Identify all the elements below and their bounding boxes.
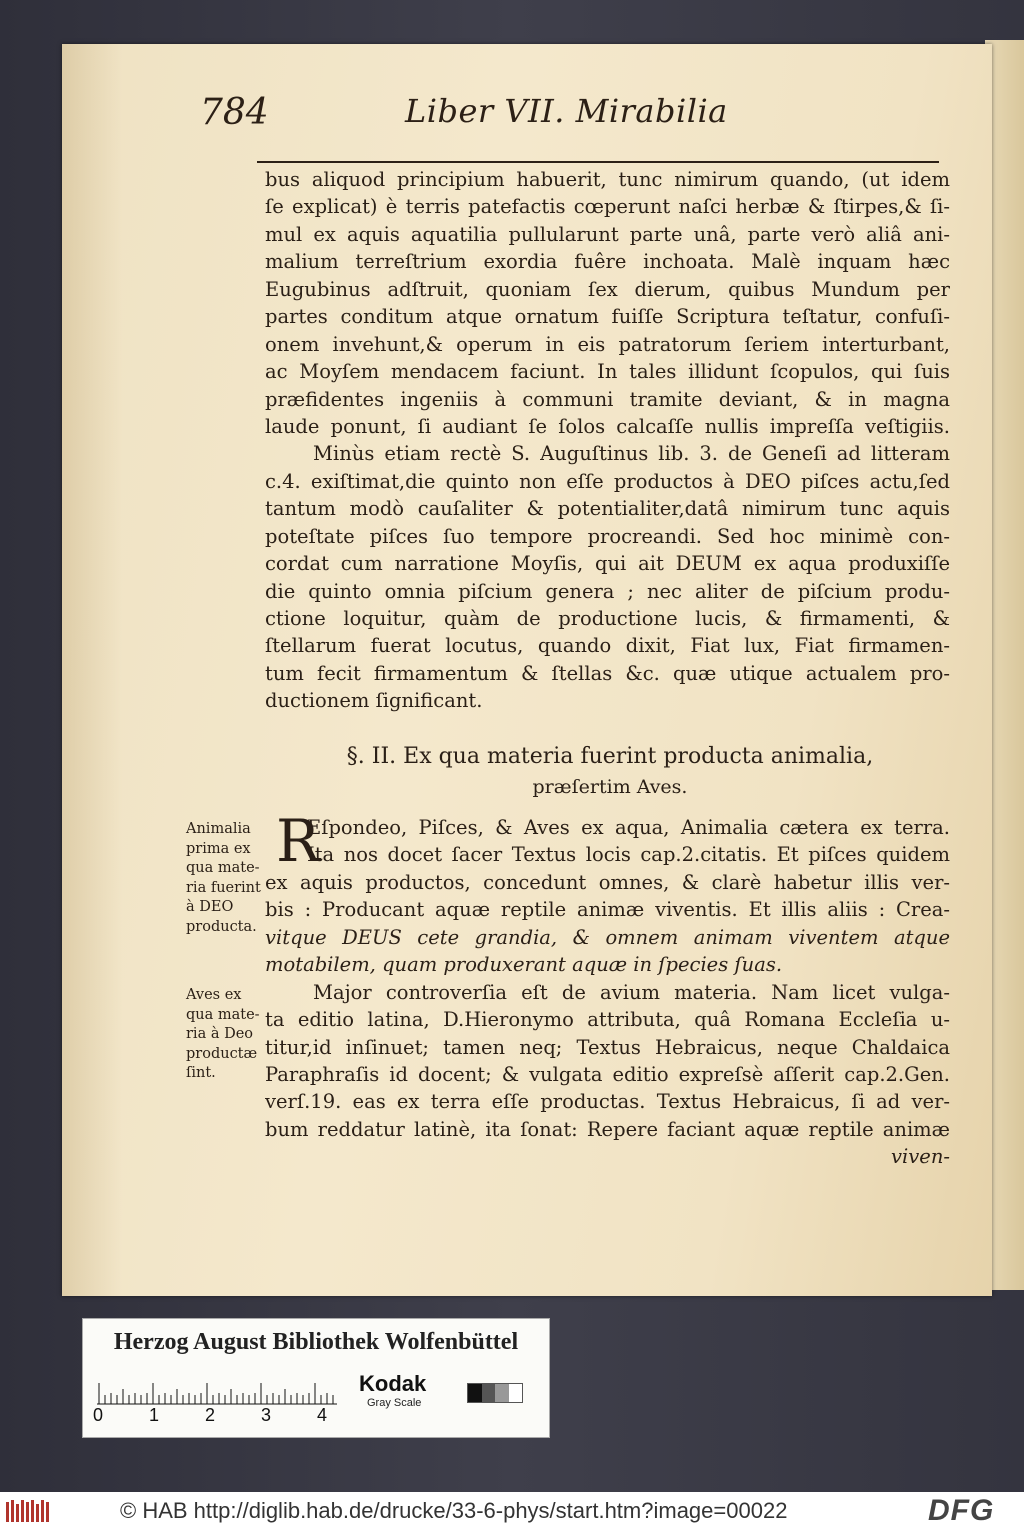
marginal-line: ria fuerint [186, 879, 261, 896]
marginal-line: qua mate- [186, 1006, 260, 1023]
text-line: mul ex aquis aquatilia pullularunt parte unâ, parte verò aliâ ani- [265, 222, 950, 246]
body-text-lower [265, 807, 950, 1171]
drop-capital: R [276, 807, 320, 875]
text-line: titur,id inſinuet; tamen neq; Textus Hebraicus, neque Chaldaica [265, 1035, 950, 1059]
marginal-line: ſint. [186, 1065, 216, 1081]
marginal-line: Animalia [186, 821, 251, 837]
text-line: bis : Producant aquæ reptile animæ viventis. Et illis aliis : Crea- [265, 898, 950, 922]
ruler-number: 0 [93, 1405, 104, 1425]
text-line: partes conditum atque ornatum fuiſſe Scriptura teſtatur, confuſi- [265, 305, 950, 329]
dfg-logo: DFG [928, 1494, 995, 1527]
text-line: Minùs etiam rectè S. Auguſtinus lib. 3. de Geneſi ad litteram [313, 442, 950, 466]
text-line: c.4. exiſtimat,die quinto non eſſe productos à DEO piſces actu,ſed [265, 469, 950, 493]
text-line: ac Moyſem mendacem faciunt. In tales illidunt ſcopulos, qui ſuis [265, 360, 950, 384]
text-line: ta editio latina, D.Hieronymo attributa, quâ Romana Eccleſia u- [265, 1008, 950, 1032]
text-line: tantum modò cauſaliter & potentialiter,datâ nimirum tunc aquis [265, 497, 950, 521]
text-line: laude ponunt, ſi audiant ſe ſolos calcaſſe nullis impreſſa veſtigiis. [265, 414, 950, 438]
text-line: tum fecit firmamentum & ſtellas &c. quæ utique actualem pro- [265, 661, 950, 685]
text-line: malium terreſtrium exordia fuêre inchoata. Malè inquam hæc [265, 250, 950, 274]
body-text-upper [265, 166, 950, 715]
catchword: viven- [891, 1145, 950, 1169]
text-line: ſe explicat) è terris patefactis cœperunt naſci herbæ & ſtirpes,& ſi- [265, 195, 950, 219]
running-head [200, 92, 900, 142]
text-line: ductionem ſignificant. [265, 689, 483, 713]
gray-scale-swatch [467, 1383, 523, 1403]
section-subheading: præſertim Aves. [532, 776, 688, 798]
marginal-line: qua mate- [186, 860, 260, 876]
section-heading [270, 742, 950, 802]
library-name: Herzog August Bibliothek Wolfenbüttel [113, 1329, 519, 1355]
text-line: bus aliquod principium habuerit, tunc nimirum quando, (ut idem [265, 168, 950, 191]
text-line: motabilem, quam produxerant aquæ in ſpecies ſuas. [265, 953, 783, 977]
text-line: Eſpondeo, Piſces, & Aves ex aqua, Animalia cætera ex terra. [307, 816, 950, 839]
kodak-brand: Kodak [359, 1371, 427, 1396]
text-line: die quinto omnia piſcium genera ; nec aliter de piſcium produ- [265, 579, 950, 603]
text-line: Ita nos docet ſacer Textus locis cap.2.citatis. Et piſces quidem [307, 843, 950, 867]
text-line: ex aquis productos, concedunt omnes, & clarè habetur illis ver- [265, 870, 950, 894]
marginal-line: ria à Deo [186, 1026, 254, 1042]
ruler-number: 2 [205, 1405, 216, 1425]
running-title: Liber VII. Mirabilia [405, 92, 728, 130]
marginal-line: producta. [186, 918, 257, 935]
marginal-line: à DEO [186, 899, 234, 915]
ruler-number: 4 [317, 1405, 328, 1425]
gray-scale-label: Gray Scale [367, 1397, 422, 1409]
text-line: cordat cum narratione Moyſis, qui ait DEUM ex aqua produxiſſe [265, 552, 950, 576]
text-line: verſ.19. eas ex terra eſſe productas. Textus Hebraicus, ſi ad ver- [265, 1090, 950, 1114]
section-heading-main: §. II. Ex qua materia fuerint producta animalia, [346, 744, 874, 769]
page-number: 784 [200, 92, 269, 133]
text-line: Eugubinus adſtruit, quoniam ſex dierum, quibus Mundum per [265, 277, 950, 301]
marginal-line: Aves ex [186, 987, 242, 1003]
text-line: præfidentes ingeniis à communi tramite deviant, & in magna [265, 387, 950, 411]
text-line: bum reddatur latinè, ita ſonat: Repere faciant aquæ reptile animæ [265, 1117, 950, 1141]
copyright-url: © HAB http://diglib.hab.de/drucke/33-6-phys/start.htm?image=00022 [120, 1498, 788, 1523]
ruler-number: 1 [149, 1405, 160, 1425]
text-line: Major controverſia eſt de avium materia. Nam licet vulga- [313, 980, 950, 1004]
footer-bar [0, 1492, 1024, 1530]
ruler-scale [97, 1375, 337, 1405]
text-line: vitque DEUS cete grandia, & omnem animam viventem atque [265, 925, 950, 949]
library-color-card [82, 1318, 550, 1438]
text-line: onem invehunt,& operum in eis patratorum ſeriem interturbant, [265, 332, 950, 356]
ruler-number: 3 [261, 1405, 272, 1425]
marginal-note [186, 986, 281, 1084]
text-line: ctione loquitur, quàm de productione lucis, & firmamenti, & [265, 607, 950, 630]
marginal-line: productæ [186, 1045, 258, 1062]
hab-logo-icon [6, 1498, 50, 1524]
marginal-line: prima ex [186, 840, 251, 857]
text-line: ſtellarum fuerat locutus, quando dixit, Fiat lux, Fiat firmamen- [265, 634, 950, 658]
text-line: poteſtate piſces ſuo tempore procreandi. Sed hoc minimè con- [265, 524, 950, 548]
marginal-note [186, 820, 281, 937]
text-line: Paraphraſis id docent; & vulgata editio expreſsè aſſerit cap.2.Gen. [265, 1062, 950, 1086]
head-rule [257, 161, 939, 163]
